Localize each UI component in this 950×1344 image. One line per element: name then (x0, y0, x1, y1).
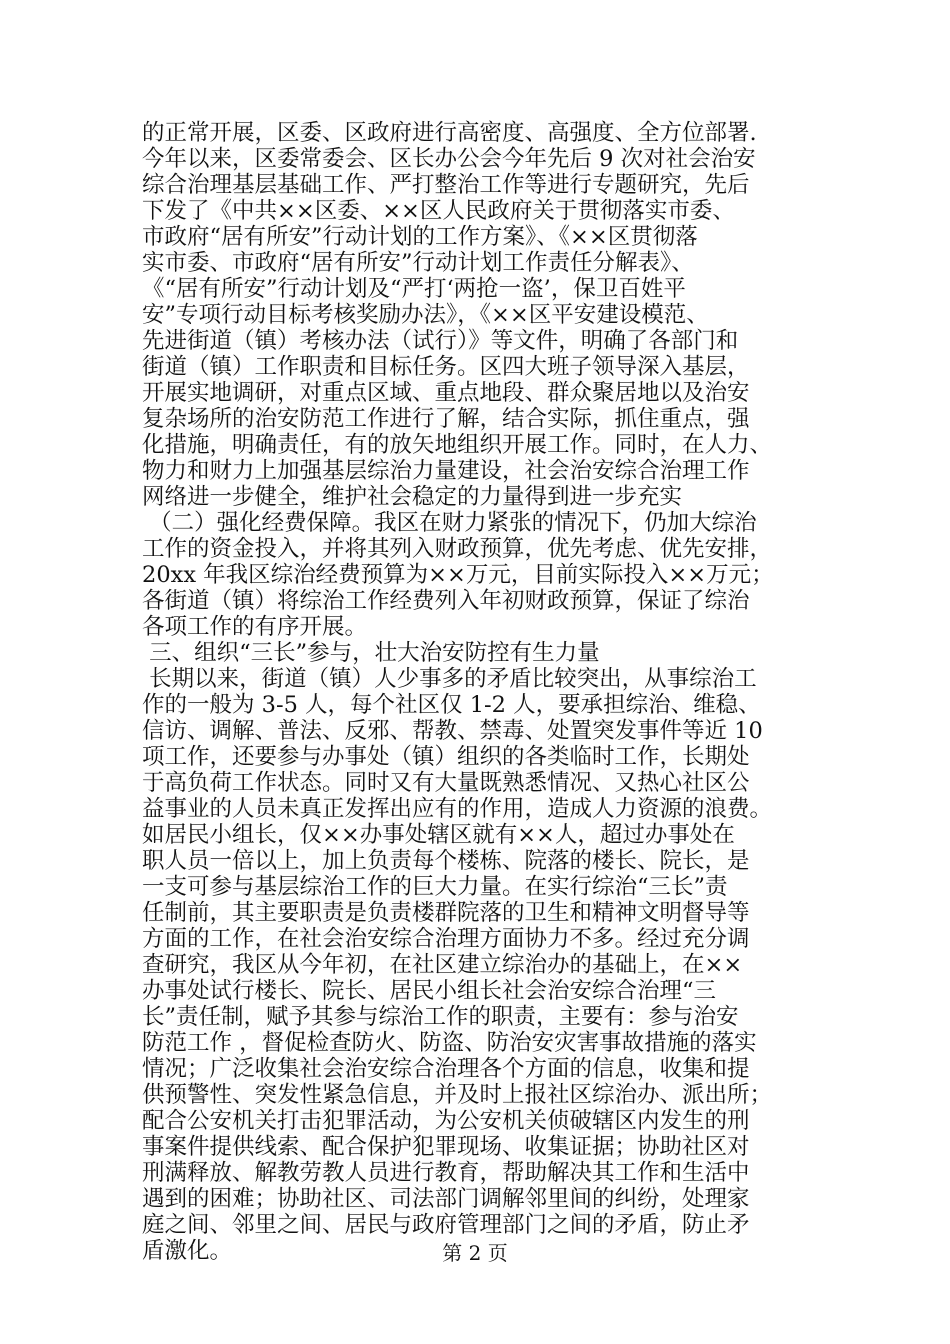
text-line: 盾激化。 (142, 1238, 233, 1264)
body-text (142, 120, 832, 1264)
text-line: 配合公安机关打击犯罪活动，为公安机关侦破辖区内发生的刑 (142, 1108, 750, 1134)
text-line: 一支可参与基层综治工作的巨大力量。在实行综治“三长”责 (142, 874, 728, 900)
text-line: 实市委、市政府“居有所安”行动计划工作责任分解表》、 (142, 250, 694, 276)
text-line: 信访、调解、普法、反邪、帮教、禁毒、处置突发事件等近 10 (142, 718, 763, 744)
text-line: 职人员一倍以上，加上负责每个楼栋、院落的楼长、院长，是 (142, 848, 750, 874)
text-line: 长”责任制，赋予其参与综治工作的职责，主要有：参与治安 (142, 1004, 739, 1030)
text-line: 作的一般为 3-5 人，每个社区仅 1-2 人，要承担综治、维稳、 (142, 692, 761, 718)
text-line: 化措施，明确责任，有的放矢地组织开展工作。同时，在人力、 (142, 432, 773, 458)
text-line: 办事处试行楼长、院长、居民小组长社会治安综合治理“三 (142, 978, 717, 1004)
page-number: 第 2 页 (442, 1241, 508, 1265)
text-line: 开展实地调研，对重点区域、重点地段、群众聚居地以及治安 (142, 380, 750, 406)
text-line: 益事业的人员未真正发挥出应有的作用，造成人力资源的浪费。 (142, 796, 773, 822)
text-line: 庭之间、邻里之间、居民与政府管理部门之间的矛盾，防止矛 (142, 1212, 750, 1238)
text-line: 三、组织“三长”参与，壮大治安防控有生力量 (142, 640, 600, 666)
text-line: 工作的资金投入，并将其列入财政预算，优先考虑、优先安排， (142, 536, 773, 562)
text-line: 于高负荷工作状态。同时又有大量既熟悉情况、又热心社区公 (142, 770, 750, 796)
text-line: 查研究，我区从今年初，在社区建立综治办的基础上，在×× (142, 952, 743, 978)
text-line: 项工作，还要参与办事处（镇）组织的各类临时工作，长期处 (142, 744, 750, 770)
text-line: 方面的工作，在社会治安综合治理方面协力不多。经过充分调 (142, 926, 750, 952)
text-line: 物力和财力上加强基层综治力量建设，社会治安综合治理工作 (142, 458, 750, 484)
text-line: 各街道（镇）将综治工作经费列入年初财政预算，保证了综治 (142, 588, 750, 614)
text-line: 长期以来，街道（镇）人少事多的矛盾比较突出，从事综治工 (142, 666, 757, 692)
text-line: 供预警性、突发性紧急信息，并及时上报社区综治办、派出所； (142, 1082, 773, 1108)
text-line: 事案件提供线索、配合保护犯罪现场、收集证据；协助社区对 (142, 1134, 750, 1160)
text-line: 的正常开展，区委、区政府进行高密度、高强度、全方位部署. (142, 120, 757, 146)
text-line: 综合治理基层基础工作、严打整治工作等进行专题研究，先后 (142, 172, 750, 198)
text-line: 下发了《中共××区委、××区人民政府关于贯彻落实市委、 (142, 198, 735, 224)
text-line: 先进街道（镇）考核办法（试行）》等文件，明确了各部门和 (142, 328, 739, 354)
text-line: 街道（镇）工作职责和目标任务。区四大班子领导深入基层， (142, 354, 750, 380)
text-line: 复杂场所的治安防范工作进行了解，结合实际，抓住重点，强 (142, 406, 750, 432)
text-line: 安”专项行动目标考核奖励办法》，《××区平安建设模范、 (142, 302, 709, 328)
text-line: 《“居有所安”行动计划及“严打‘两抢一盗’，保卫百姓平 (142, 276, 686, 302)
text-line: （二）强化经费保障。我区在财力紧张的情况下，仍加大综治 (142, 510, 757, 536)
text-line: 刑满释放、解教劳教人员进行教育，帮助解决其工作和生活中 (142, 1160, 750, 1186)
text-line: 遇到的困难；协助社区、司法部门调解邻里间的纠纷，处理家 (142, 1186, 750, 1212)
text-line: 情况；广泛收集社会治安综合治理各个方面的信息，收集和提 (142, 1056, 750, 1082)
text-line: 今年以来，区委常委会、区长办公会今年先后 9 次对社会治安 (142, 146, 756, 172)
text-line: 防范工作 ，督促检查防火、防盗、防治安灾害事故措施的落实 (142, 1030, 757, 1056)
text-line: 20xx 年我区综治经费预算为××万元，目前实际投入××万元； (142, 562, 774, 588)
text-line: 市政府“居有所安”行动计划的工作方案》、《××区贯彻落 (142, 224, 698, 250)
text-line: 如居民小组长，仅××办事处辖区就有××人，超过办事处在 (142, 822, 735, 848)
text-line: 各项工作的有序开展。 (142, 614, 368, 640)
text-line: 任制前，其主要职责是负责楼群院落的卫生和精神文明督导等 (142, 900, 750, 926)
text-line: 网络进一步健全，维护社会稳定的力量得到进一步充实 (142, 484, 683, 510)
